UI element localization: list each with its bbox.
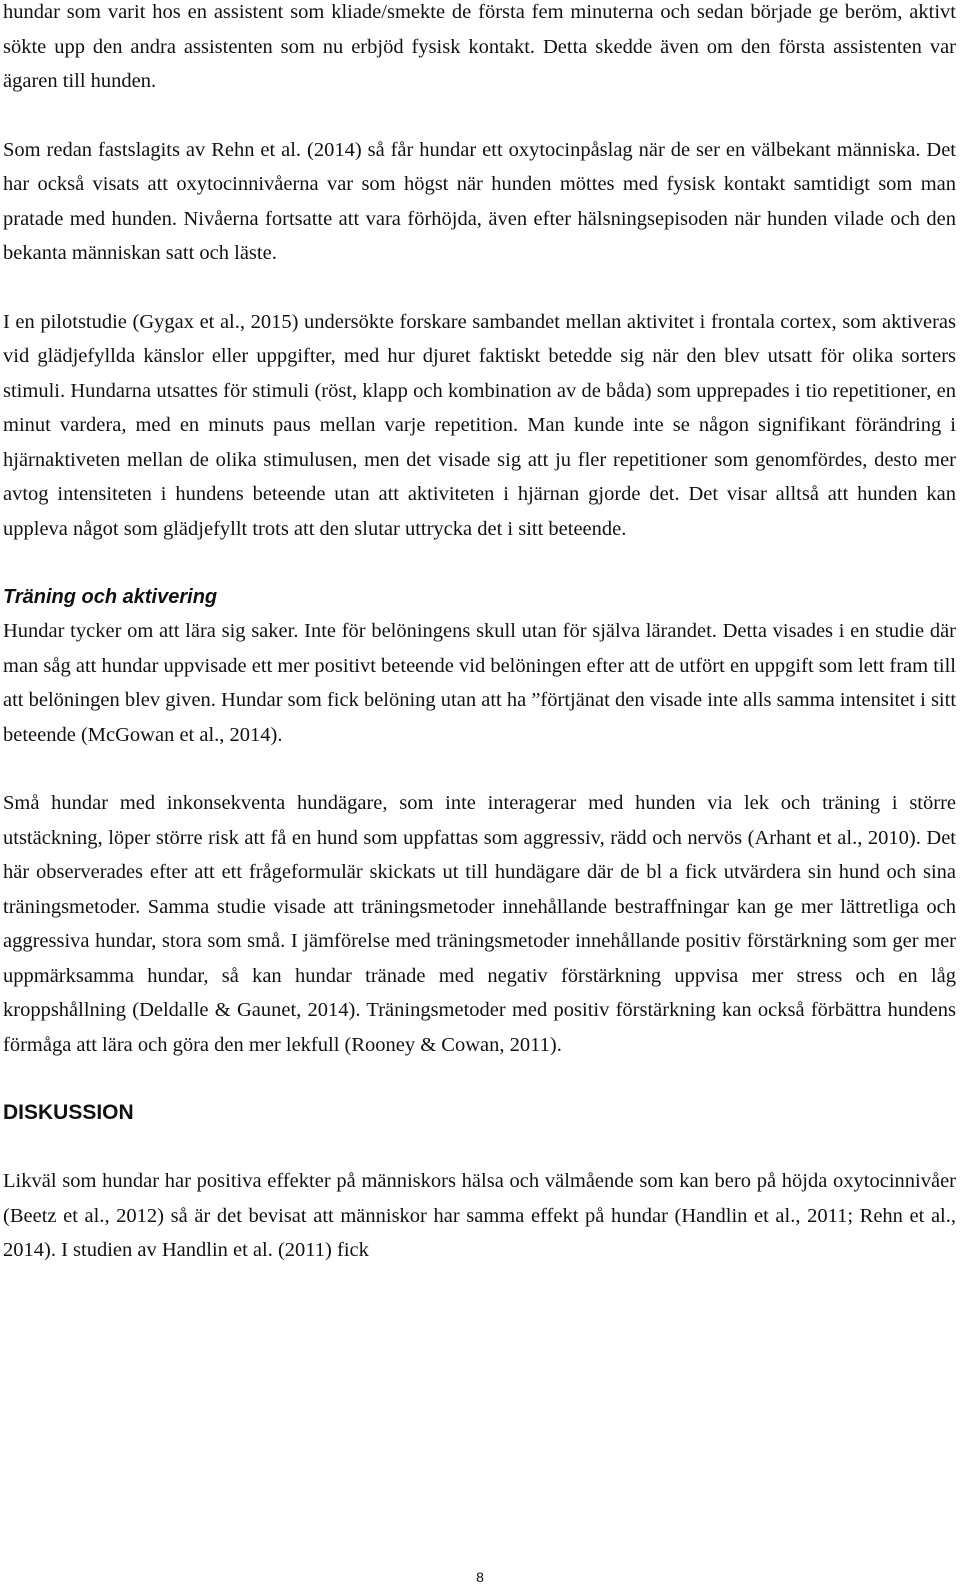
paragraph-small-dogs: Små hundar med inkonsekventa hundägare, som inte interagerar med hunden via lek och träning i större utstäckning, löper större risk att få en hund som uppfattas som aggressiv, rädd och nervös (Arhant et al., 2010). Det här observerades efter att ett frågeformulär skickats ut till hundägare där de bl a fick utvärdera sin hund och sina träningsmetoder. Samma studie visade att träningsmetoder innehållande bestraffningar kan ge mer lättretliga och aggressiva hundar, stora som små. I jämförelse med träningsmetoder innehållande positiv förstärkning som ger mer uppmärksamma hundar, så kan hundar tränade med negativ förstärkning uppvisa mer stress och en låg kroppshållning (Deldalle & Gaunet, 2014). Träningsmetoder med positiv förstärkning kan också förbättra hundens förmåga att lära och göra den mer lekfull (Rooney & Cowan, 2011). [3,792,956,1056]
section-heading-training: Träning och aktivering [3,586,218,608]
paragraph-spacer [3,99,956,133]
paragraph-spacer [3,546,956,580]
paragraph-spacer [3,271,956,305]
section-heading-discussion: DISKUSSION [3,1101,134,1124]
paragraph-dog-assistant-contact: hundar som varit hos en assistent som kliade/smekte de första fem minuterna och sedan började ge beröm, aktivt sökte upp den andra assistenten som nu erbjöd fysisk kontakt. Detta skedde även om den första assistenten var ägaren till hunden. [3,1,956,92]
paragraph-learning: Hundar tycker om att lära sig saker. Inte för belöningens skull utan för själva lärandet. Detta visades i en studie där man såg att hundar uppvisade ett mer positivt beteende vid belöningen efter att de utfört en uppgift som lett fram till att belöningen blev given. Hundar som fick belöning utan att ha ”förtjänat den visade inte alls samma intensitet i sitt beteende (McGowan et al., 2014). [3,620,957,746]
paragraph-oxytocin-levels: Som redan fastslagits av Rehn et al. (2014) så får hundar ett oxytocinpåslag när de ser en välbekant människa. Det har också visats att oxytocinnivåerna var som högst när hunden möttes med fysisk kontakt samtidigt som man pratade med hunden. Nivåerna fortsatte att vara förhöjda, även efter hälsningsepisoden när hunden vilade och den bekanta människan satt och läste. [3,138,956,264]
paragraph-spacer [3,1130,956,1164]
paragraph-discussion-intro: Likväl som hundar har positiva effekter på människors hälsa och välmående som kan bero på höjda oxytocinnivåer (Beetz et al., 2012) så är det bevisat att människor har samma effekt på hundar (Handlin et al., 2011; Rehn et al., 2014). I studien av Handlin et al. (2011) fick [3,1170,956,1261]
paragraph-pilot-study: I en pilotstudie (Gygax et al., 2015) undersökte forskare sambandet mellan aktivitet i frontala cortex, som aktiveras vid glädjefyllda känslor eller uppgifter, med hur djuret faktiskt betedde sig när den blev utsatt för olika sorters stimuli. Hundarna utsattes för stimuli (röst, klapp och kombination av de båda) som upprepades i tio repetitioner, en minut vardera, med en minuts paus mellan varje repetition. Man kunde inte se någon signifikant förändring i hjärnaktiveten mellan de olika stimulusen, men det visade sig att ju fler repetitioner som genomfördes, desto mer avtog intensiteten i hundens beteende utan att aktiviteten i hjärnan gjorde det. Det visar alltså att hunden kan uppleva något som glädjefyllt trots att den slutar uttrycka det i sitt beteende. [3,310,956,540]
paragraph-spacer [3,1062,956,1096]
paragraph-spacer [3,752,956,786]
page-number: 8 [476,1569,484,1585]
